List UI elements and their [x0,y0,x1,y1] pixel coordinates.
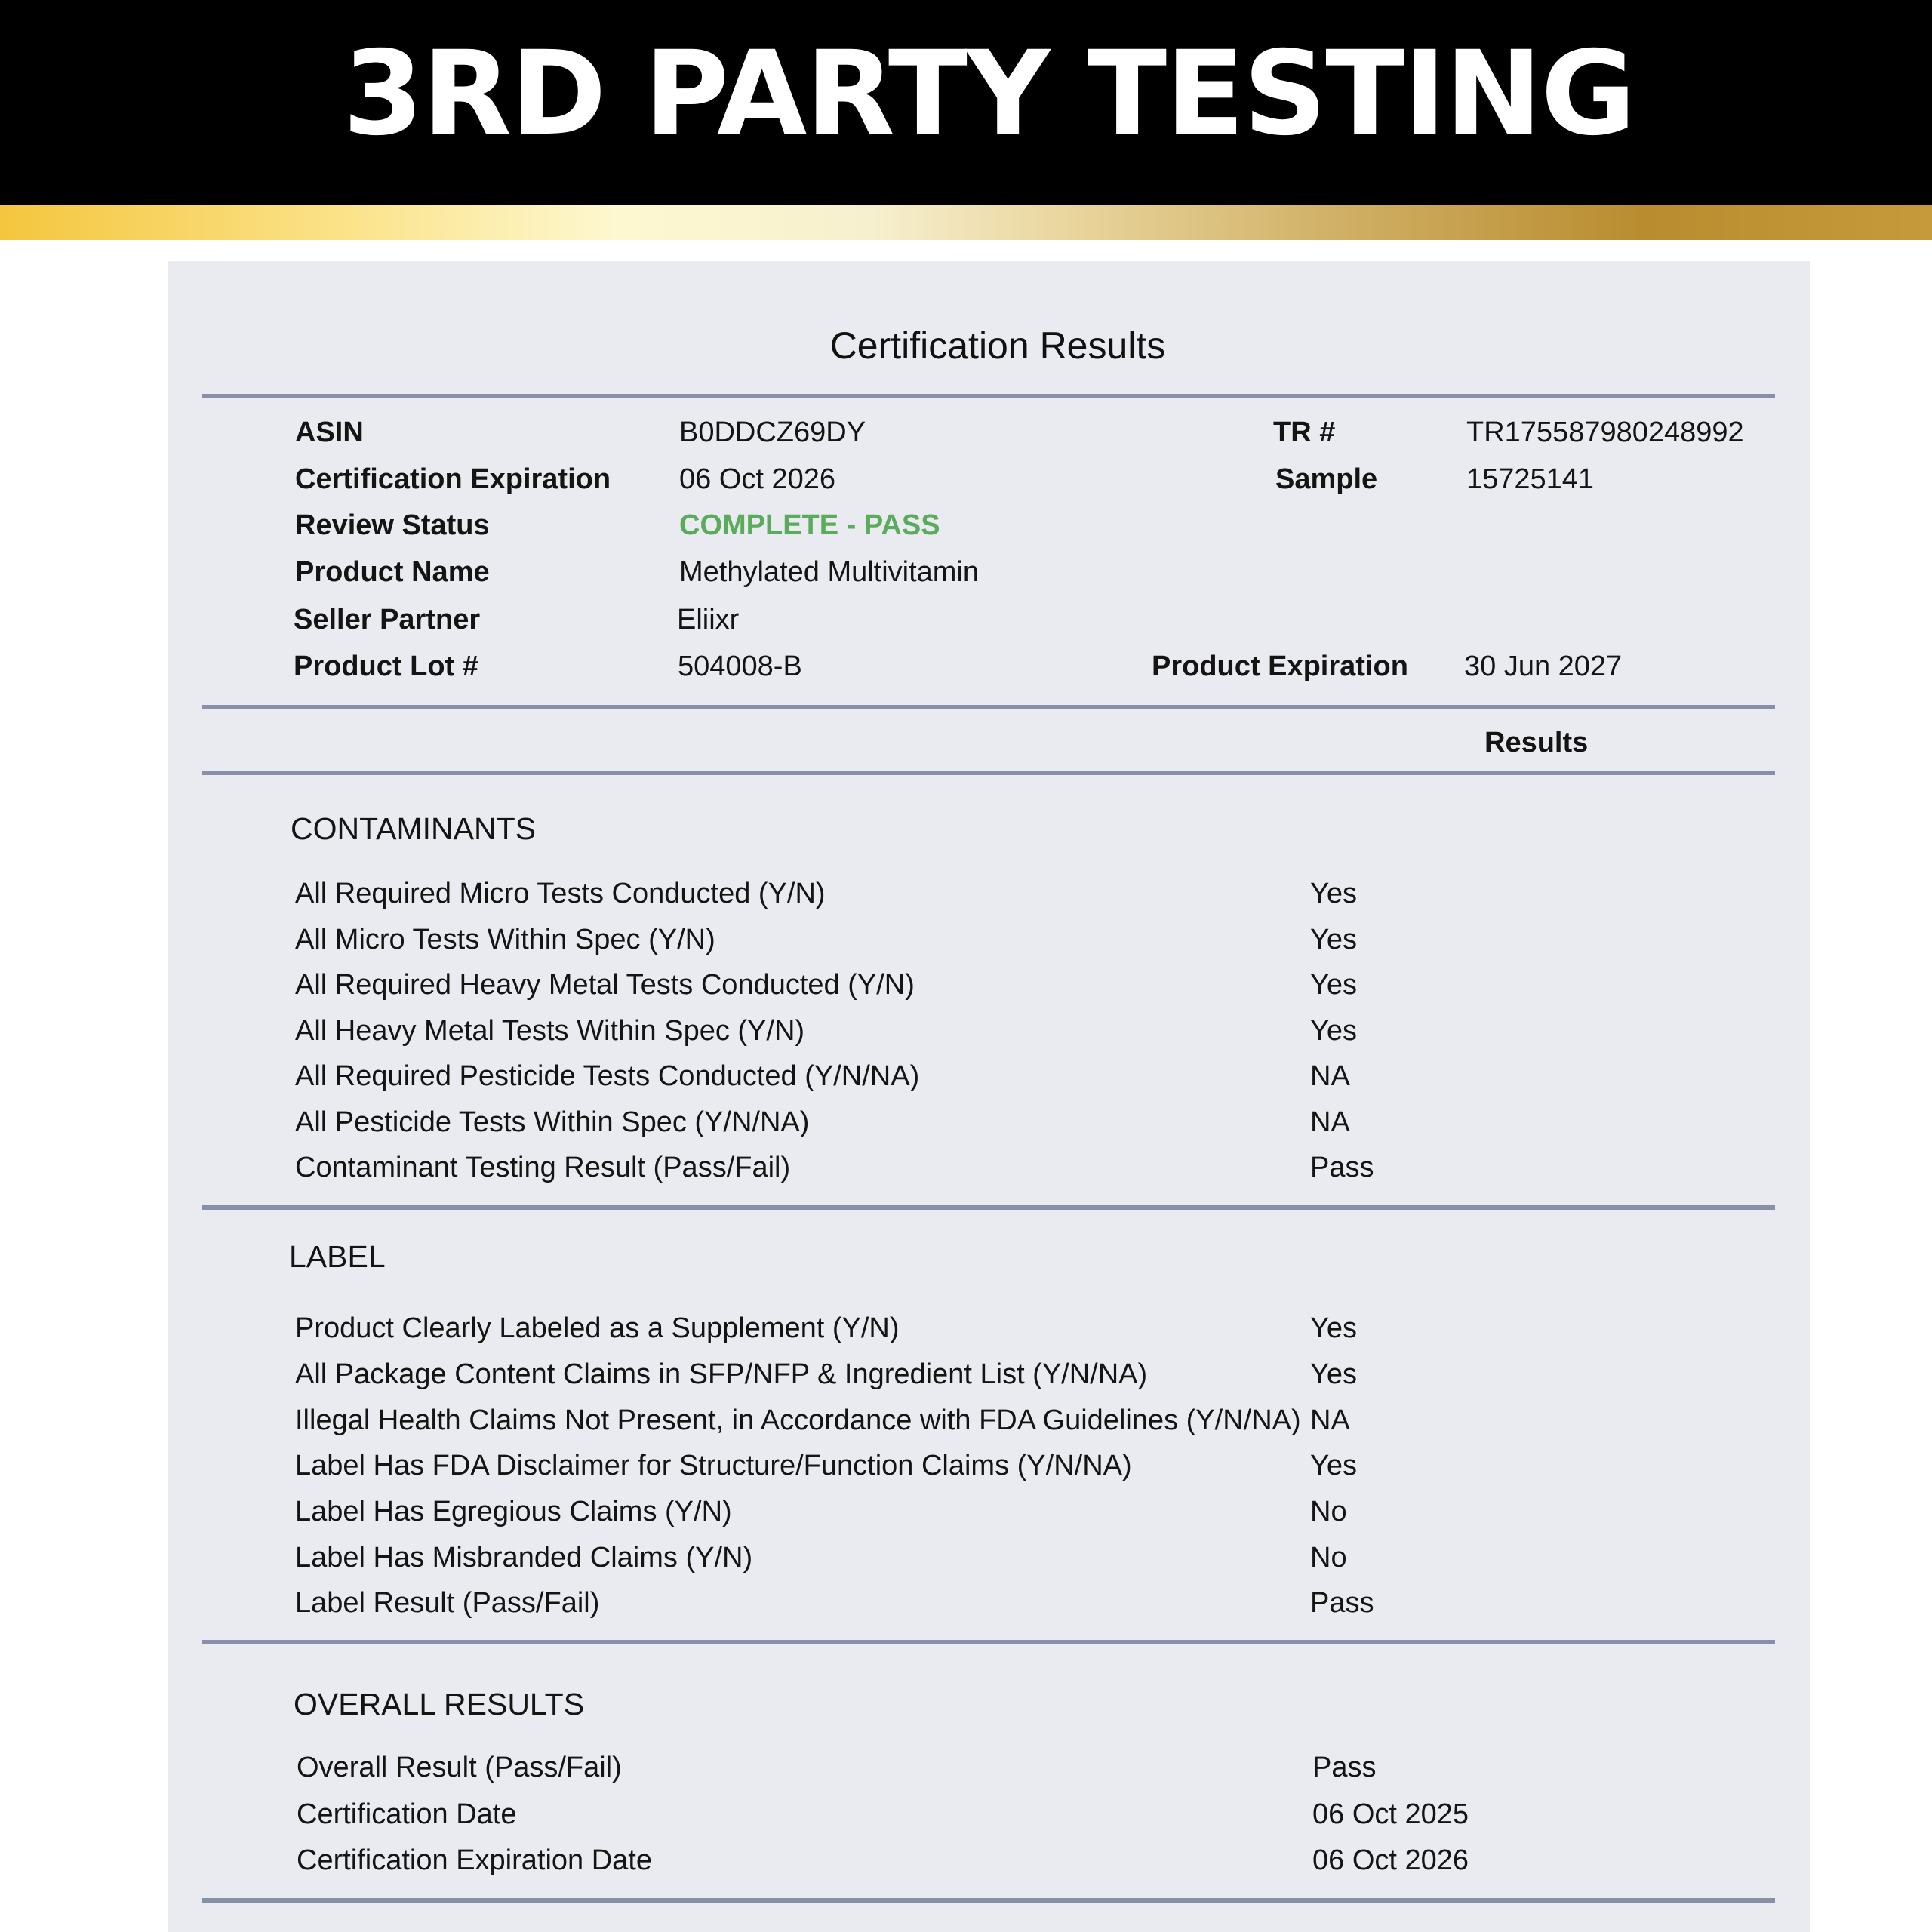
table-row-label: All Required Heavy Metal Tests Conducted (Y/N) [295,969,915,1001]
product-lot-value: 504008-B [678,651,802,682]
divider-overall [202,1898,1775,1903]
banner-title: 3RD PARTY TESTING [343,26,1635,162]
table-row-value: Yes [1310,1015,1357,1047]
review-status-value: COMPLETE - PASS [679,509,940,541]
tr-value: TR175587980248992 [1466,417,1744,448]
contaminants-heading: CONTAMINANTS [291,811,536,846]
product-expiration-label: Product Expiration [1152,651,1408,682]
divider-header-bottom [202,705,1775,709]
review-status-label: Review Status [295,509,490,541]
divider-label [202,1640,1775,1644]
label-heading: LABEL [289,1239,386,1274]
table-row-label: Label Has FDA Disclaimer for Structure/Function Claims (Y/N/NA) [295,1450,1132,1481]
table-row-label: All Required Micro Tests Conducted (Y/N) [295,878,826,909]
document-title: Certification Results [829,325,1166,367]
results-column-header: Results [1484,727,1589,758]
tr-label: TR # [1273,417,1336,448]
table-row-value: 06 Oct 2026 [1312,1844,1469,1876]
table-row-label: Illegal Health Claims Not Present, in Accordance with FDA Guidelines (Y/N/NA) [295,1404,1301,1436]
sample-label: Sample [1275,463,1378,495]
table-row-value: Yes [1310,969,1357,1001]
divider-contaminants [202,1205,1775,1210]
product-lot-label: Product Lot # [294,651,478,682]
table-row-value: No [1310,1542,1347,1574]
cert-expiration-label: Certification Expiration [295,463,611,495]
table-row-value: Yes [1310,878,1357,909]
table-row-value: Pass [1310,1587,1374,1619]
product-expiration-value: 30 Jun 2027 [1464,651,1623,682]
table-row-label: All Micro Tests Within Spec (Y/N) [295,924,715,955]
table-row-value: NA [1310,1404,1350,1436]
seller-partner-value: Eliixr [677,604,740,635]
table-row-label: All Required Pesticide Tests Conducted (Y/N/NA) [295,1060,920,1092]
table-row-label: All Pesticide Tests Within Spec (Y/N/NA) [295,1106,810,1138]
table-row-label: All Heavy Metal Tests Within Spec (Y/N) [295,1015,805,1047]
table-row-value: Yes [1310,1312,1357,1344]
table-row-label: Overall Result (Pass/Fail) [297,1752,622,1783]
table-row-value: No [1310,1496,1347,1527]
table-row-label: Label Result (Pass/Fail) [295,1587,600,1619]
gold-accent-strip [0,205,1932,240]
table-row-label: Certification Expiration Date [297,1844,652,1876]
table-row-label: Contaminant Testing Result (Pass/Fail) [295,1152,791,1183]
banner [0,0,1932,205]
table-row-value: Yes [1310,924,1357,955]
asin-value: B0DDCZ69DY [679,417,866,448]
cert-expiration-value: 06 Oct 2026 [679,463,836,495]
table-row-value: 06 Oct 2025 [1312,1798,1469,1830]
table-row-label: Certification Date [297,1798,517,1830]
sample-value: 15725141 [1466,463,1595,495]
product-name-label: Product Name [295,556,490,588]
table-row-label: All Package Content Claims in SFP/NFP & Ingredient List (Y/N/NA) [295,1358,1148,1390]
table-row-value: Yes [1310,1450,1357,1481]
table-row-label: Label Has Misbranded Claims (Y/N) [295,1542,753,1574]
table-row-label: Product Clearly Labeled as a Supplement (Y/N) [295,1312,900,1344]
seller-partner-label: Seller Partner [294,604,481,635]
overall-results-heading: OVERALL RESULTS [294,1687,585,1721]
table-row-value: NA [1310,1060,1350,1092]
divider-results-header [202,771,1775,775]
product-name-value: Methylated Multivitamin [679,556,980,588]
asin-label: ASIN [295,417,364,448]
table-row-value: Yes [1310,1358,1357,1390]
divider-top [202,394,1775,398]
table-row-value: Pass [1310,1152,1374,1183]
table-row-value: NA [1310,1106,1350,1138]
table-row-value: Pass [1312,1752,1377,1783]
table-row-label: Label Has Egregious Claims (Y/N) [295,1496,732,1527]
